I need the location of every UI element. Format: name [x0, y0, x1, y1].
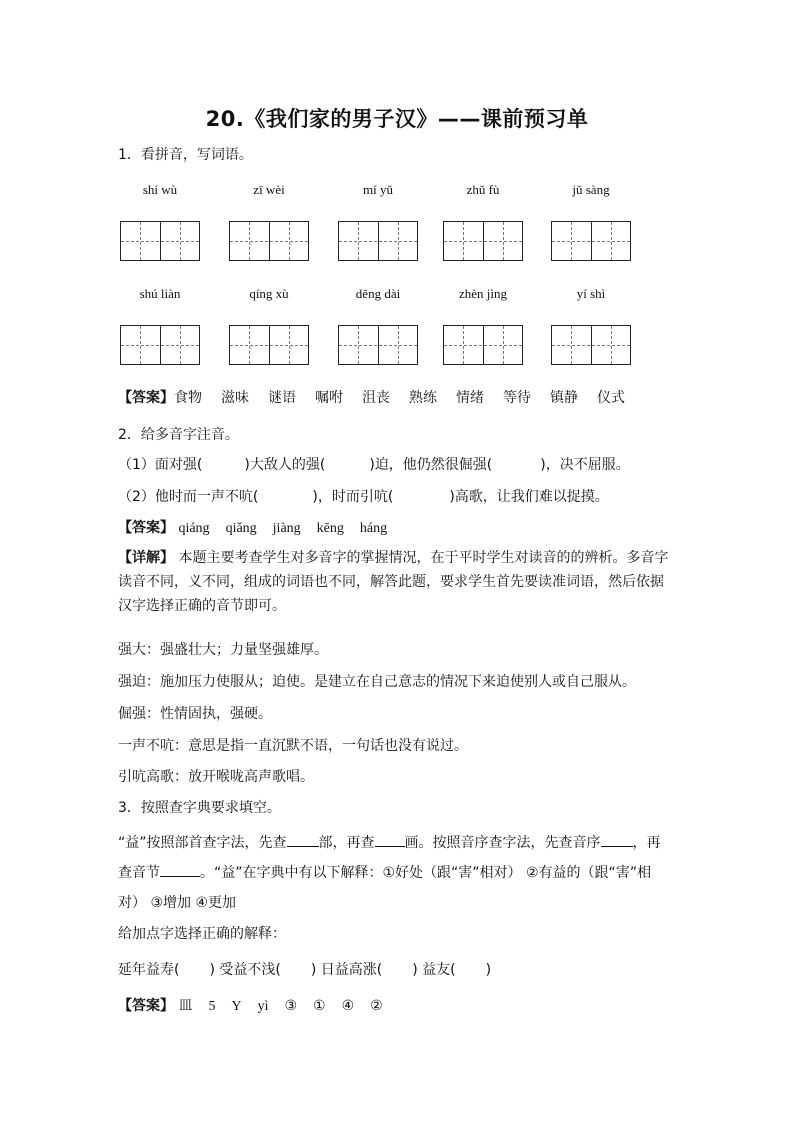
definition: 引吭高歌：放开喉咙高声歌唱。: [118, 769, 314, 785]
answer-word: 嘱咐: [315, 390, 343, 406]
answer-label: 【答案】: [118, 390, 174, 406]
answer-label: 【答案】: [118, 520, 174, 536]
pinyin-label: zhǔ fù: [466, 182, 500, 197]
definition: 强迫：施加压力使服从；迫使。是建立在自己意志的情况下来迫使别人或自己服从。: [118, 674, 636, 690]
definition: 强大：强盛壮大；力量坚强雄厚。: [118, 642, 328, 658]
writing-grid[interactable]: [120, 325, 200, 365]
answer-word: 镇静: [550, 390, 578, 406]
writing-grid[interactable]: [443, 325, 523, 365]
q3-prompt: 3．按照查字典要求填空。: [118, 800, 281, 816]
answer-item: 皿: [178, 999, 193, 1014]
q3-paragraph: “益”按照部首查字法，先查 部，再查 画。按照音序查字法，先查音序 ，再查音节 。“益”在字典中有以下解释：①好处（跟“害”相对） ②有益的（跟“害”相对） ③增加 ④更加: [118, 828, 674, 918]
pinyin-label: zī wèi: [253, 182, 285, 197]
writing-grid[interactable]: [229, 221, 309, 261]
definition: 一声不吭：意思是指一直沉默不语，一句话也没有说过。: [118, 738, 468, 754]
answer-item: ③: [284, 999, 298, 1014]
answer-word: 等待: [503, 390, 531, 406]
writing-grid[interactable]: [551, 221, 631, 261]
writing-grid[interactable]: [443, 221, 523, 261]
answer-item: 5: [208, 999, 216, 1014]
blank-field[interactable]: [287, 832, 319, 847]
detail-text: 本题主要考查学生对多音字的掌握情况，在于平时学生对读音的的辨析。多音字读音不同，义不同，组成的词语也不同，解答此题，要求学生首先要读准词语，然后依据汉字选择正确的音节即可。: [118, 550, 669, 614]
blank-field[interactable]: [160, 862, 200, 877]
answer-pinyin: jiàng: [272, 521, 301, 536]
pinyin-label: shú liàn: [139, 286, 181, 301]
q2-detail: [118, 546, 674, 618]
answer-word: 谜语: [268, 390, 296, 406]
writing-grid[interactable]: [338, 325, 418, 365]
answer-word: 食物: [174, 390, 202, 406]
q3-sub-prompt: 给加点字选择正确的解释：: [118, 926, 286, 942]
page-title: 20.《我们家的男子汉》——课前预习单: [205, 107, 589, 131]
blank-field[interactable]: [601, 832, 633, 847]
answer-item: ④: [341, 999, 355, 1014]
answer-word: 仪式: [597, 390, 625, 406]
answer-label: 【答案】: [118, 998, 174, 1014]
definition: 倔强：性情固执，强硬。: [118, 706, 272, 722]
pinyin-label: zhèn jìng: [458, 286, 507, 301]
pinyin-label: děng dài: [355, 286, 401, 301]
q2-prompt: 2．给多音字注音。: [118, 427, 239, 443]
writing-grid[interactable]: [551, 325, 631, 365]
detail-label: 【详解】: [118, 550, 174, 566]
q3-answer: [118, 996, 399, 1017]
q3-items: 延年益寿( ) 受益不浅( ) 日益高涨( ) 益友( ): [118, 962, 492, 978]
writing-grid[interactable]: [120, 221, 200, 261]
answer-word: 情绪: [456, 390, 484, 406]
answer-word: 沮丧: [362, 390, 390, 406]
answer-pinyin: qiǎng: [225, 521, 257, 536]
writing-grid[interactable]: [229, 325, 309, 365]
answer-word: 滋味: [221, 390, 249, 406]
pinyin-label: jǔ sàng: [572, 182, 610, 197]
q1-prompt: 1．看拼音，写词语。: [118, 147, 253, 163]
writing-grid[interactable]: [338, 221, 418, 261]
q2-sentence-2: （2）他时而一声不吭( )，时而引吭( )高歌，让我们难以捉摸。: [118, 489, 609, 505]
pinyin-label: mí yǔ: [363, 182, 393, 197]
answer-pinyin: háng: [359, 521, 388, 536]
pinyin-label: shí wù: [142, 182, 178, 197]
answer-item: Y: [231, 999, 242, 1014]
answer-word: 熟练: [409, 390, 437, 406]
pinyin-label: yí shì: [576, 286, 606, 301]
q2-answer: [118, 518, 403, 539]
blank-field[interactable]: [375, 832, 405, 847]
answer-item: yì: [257, 999, 269, 1014]
answer-item: ①: [313, 999, 326, 1014]
answer-pinyin: qiáng: [178, 521, 210, 536]
pinyin-label: qíng xù: [249, 286, 289, 301]
answer-item: ②: [370, 999, 383, 1014]
answer-pinyin: kēng: [316, 521, 344, 536]
q1-answer: [118, 388, 644, 408]
q2-sentence-1: （1）面对强( )大敌人的强( )迫，他仍然很倔强( )，决不屈服。: [118, 457, 630, 473]
